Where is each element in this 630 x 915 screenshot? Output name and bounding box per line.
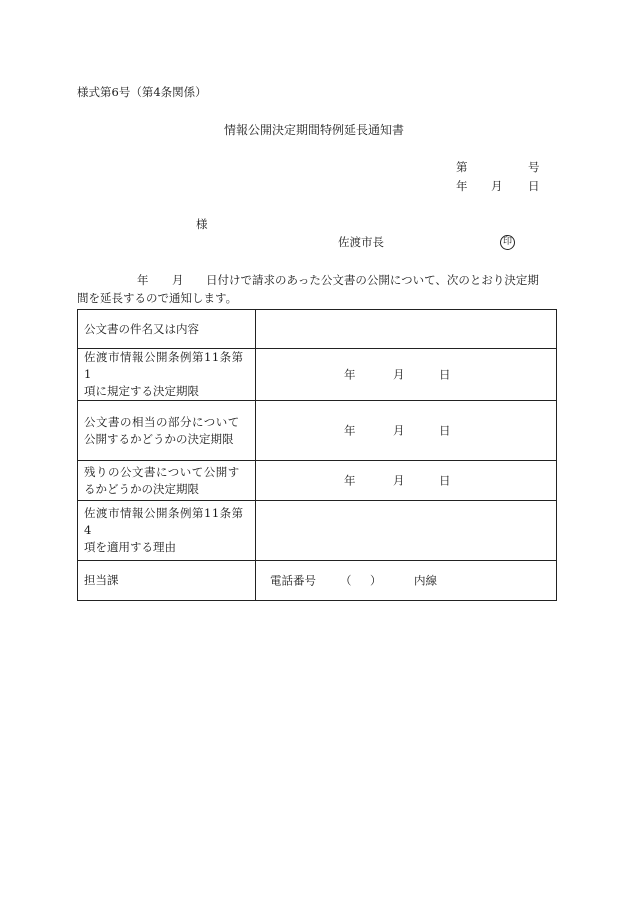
row-value-partial-deadline: 年 月 日 — [256, 401, 557, 461]
table-row — [78, 461, 557, 501]
row-value-contact: 電話番号 （ ） 内線 — [256, 561, 557, 601]
row-label-reason: 佐渡市情報公開条例第11条第4 項を適用する理由 — [78, 501, 256, 561]
row-label-department: 担当課 — [78, 561, 256, 601]
row-label-deadline: 佐渡市情報公開条例第11条第1 項に規定する決定期限 — [78, 349, 256, 401]
body-line-2: 間を延長するので通知します。 — [77, 291, 238, 305]
table-row — [78, 401, 557, 461]
table-row — [78, 349, 557, 401]
body-line-1: 日付けで請求のあった公文書の公開について、次のとおり決定期 — [206, 273, 539, 287]
table-row — [78, 501, 557, 561]
issue-date-month: 月 — [491, 179, 503, 193]
row-value-deadline: 年 月 日 — [256, 349, 557, 401]
issue-date-year: 年 — [456, 179, 468, 193]
row-label-subject: 公文書の件名又は内容 — [78, 310, 256, 349]
row-value-subject — [256, 310, 557, 349]
form-reference: 様式第6号（第4条関係） — [77, 85, 207, 99]
request-year: 年 — [137, 273, 149, 287]
table-row — [78, 310, 557, 349]
sender-name: 佐渡市長 — [338, 235, 384, 249]
row-label-remaining-deadline: 残りの公文書について公開す るかどうかの決定期限 — [78, 461, 256, 501]
notice-table — [77, 309, 557, 601]
table-row — [78, 561, 557, 601]
row-value-reason — [256, 501, 557, 561]
number-prefix: 第 — [456, 160, 468, 174]
request-month: 月 — [172, 273, 184, 287]
seal-mark: 印 — [500, 235, 515, 250]
document-title: 情報公開決定期間特例延長通知書 — [224, 123, 405, 137]
number-suffix: 号 — [528, 160, 540, 174]
row-value-remaining-deadline: 年 月 日 — [256, 461, 557, 501]
issue-date-day: 日 — [528, 179, 540, 193]
row-label-partial-deadline: 公文書の相当の部分について 公開するかどうかの決定期限 — [78, 401, 256, 461]
recipient-suffix: 様 — [196, 217, 208, 231]
